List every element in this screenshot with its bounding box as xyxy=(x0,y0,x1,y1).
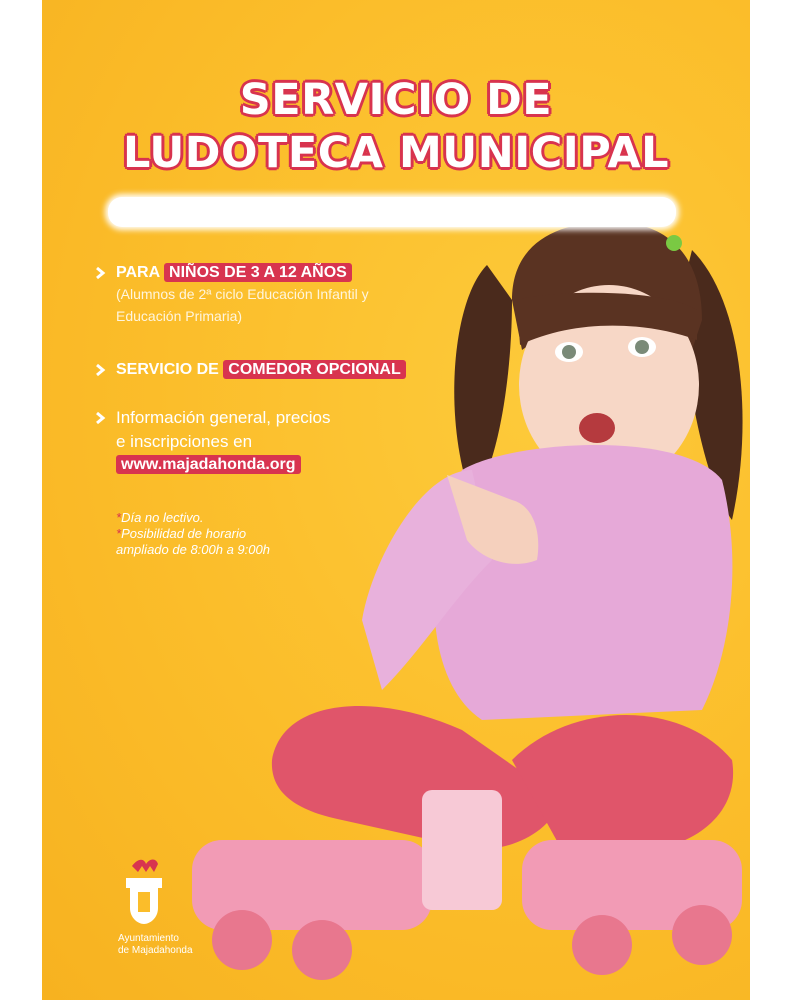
bullet-dining xyxy=(94,360,406,380)
chevron-right-icon xyxy=(94,363,108,377)
majadahonda-logo-icon xyxy=(114,858,174,928)
bullet-age xyxy=(94,263,369,327)
title-line-2: LUDOTECA MUNICIPAL xyxy=(122,128,670,178)
age-detail-2: Educación Primaria) xyxy=(116,308,243,324)
age-highlight: NIÑOS DE 3 A 12 AÑOS xyxy=(164,263,352,282)
note-2-line-2: ampliado de 8:00h a 9:00h xyxy=(116,542,270,557)
dining-prefix: SERVICIO DE xyxy=(116,361,219,378)
bullet-info xyxy=(94,406,331,474)
note-marker: * xyxy=(116,526,122,541)
info-line-2: e inscripciones en xyxy=(116,432,253,451)
majadahonda-logo xyxy=(114,858,224,957)
title-line-1: SERVICIO DE xyxy=(239,75,553,125)
note-1: Día no lectivo. xyxy=(121,510,204,525)
date-bar xyxy=(108,197,676,227)
website-link[interactable]: www.majadahonda.org xyxy=(116,455,301,474)
note-2-line-1: Posibilidad de horario xyxy=(121,526,247,541)
dining-highlight: COMEDOR OPCIONAL xyxy=(223,360,405,379)
note-marker: * xyxy=(116,510,122,525)
info-line-1: Información general, precios xyxy=(116,408,331,427)
poster xyxy=(42,0,750,1000)
logo-line-2: de Majadahonda xyxy=(118,945,193,956)
age-detail-1: (Alumnos de 2ª ciclo Educación Infantil y xyxy=(116,286,369,302)
notes xyxy=(116,510,270,558)
chevron-right-icon xyxy=(94,266,108,280)
age-prefix: PARA xyxy=(116,264,160,281)
logo-line-1: Ayuntamiento xyxy=(118,933,179,944)
chevron-right-icon xyxy=(94,411,108,425)
